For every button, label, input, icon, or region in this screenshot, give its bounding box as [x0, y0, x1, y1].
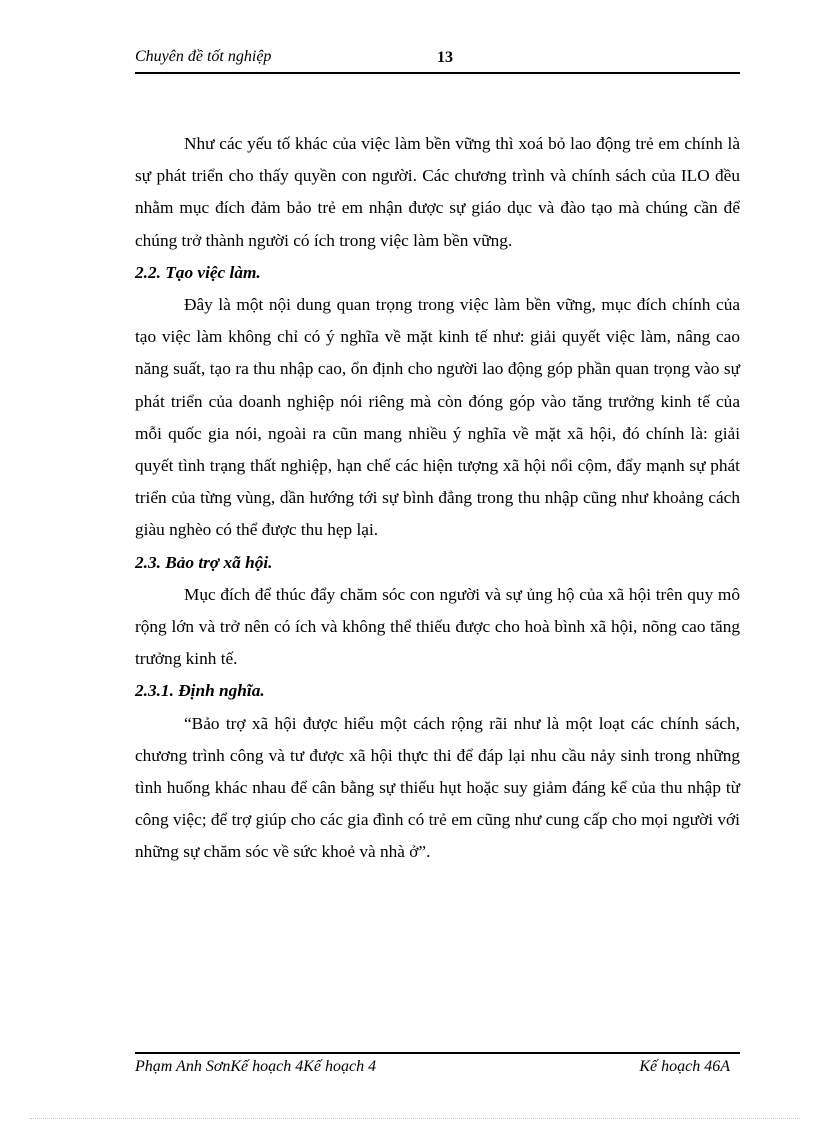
- subsection-heading: 2.3.1. Định nghĩa.: [135, 681, 265, 701]
- page-border-dots: [30, 1118, 800, 1119]
- footer-author: Phạm Anh SơnKế hoạch 4Kế hoạch 4: [135, 1058, 377, 1075]
- paragraph: “Bảo trợ xã hội được hiểu một cách rộng rãi như là một loạt các chính sách, chương trình công và tư được xã hội thực thi để đáp lại nhu cầu nảy sinh trong những tình huống khác nhau để cân bằng sự thiếu hụt hoặc suy giảm đáng kể của thu nhập từ công việc; để trợ giúp cho các gia đình có trẻ em cũng như cung cấp cho mọi người với những sự chăm sóc về sức khoẻ và nhà ở”.: [135, 713, 740, 862]
- page-footer: [135, 1052, 740, 1078]
- section-heading: 2.2. Tạo việc làm.: [135, 262, 261, 282]
- section-heading: 2.3. Bảo trợ xã hội.: [135, 552, 273, 572]
- paragraph: Mục đích để thúc đẩy chăm sóc con người và sự ủng hộ của xã hội trên quy mô rộng lớn và trở nên có ích và không thể thiếu được cho hoà bình xã hội, nõng cao tăng trưởng kinh tế.: [135, 584, 740, 669]
- page-header: [135, 46, 740, 74]
- document-body: [135, 128, 740, 869]
- paragraph: Đây là một nội dung quan trọng trong việc làm bền vững, mục đích chính của tạo việc làm không chỉ có ý nghĩa về mặt kinh tế như: giải quyết việc làm, nâng cao năng suất, tạo ra thu nhập cao, ổn định cho người lao động góp phần quan trọng vào sự phát triển của doanh nghiệp nói riêng mà còn đóng góp vào tăng trưởng kinh tế của mỗi quốc gia nói, ngoài ra cũn mang nhiều ý nghĩa về mặt xã hội, đó chính là: giải quyết tình trạng thất nghiệp, hạn chế các hiện tượng xã hội nổi cộm, đẩy mạnh sự phát triển của từng vùng, dần hướng tới sự bình đẳng trong thu nhập cũng như khoảng cách giàu nghèo có thể được thu hẹp lại.: [135, 295, 740, 540]
- page-number: 13: [437, 49, 453, 66]
- paragraph: Như các yếu tố khác của việc làm bền vững thì xoá bỏ lao động trẻ em chính là sự phát triển cho thấy quyền con người. Các chương trình và chính sách của ILO đều nhằm mục đích đảm bảo trẻ em nhận được sự giáo dục và đào tạo mà chúng cần để chúng trở thành người có ích trong việc làm bền vững.: [135, 134, 740, 250]
- footer-class: Kế hoạch 46A: [639, 1058, 730, 1075]
- header-title: Chuyên đề tốt nghiệp: [135, 48, 272, 65]
